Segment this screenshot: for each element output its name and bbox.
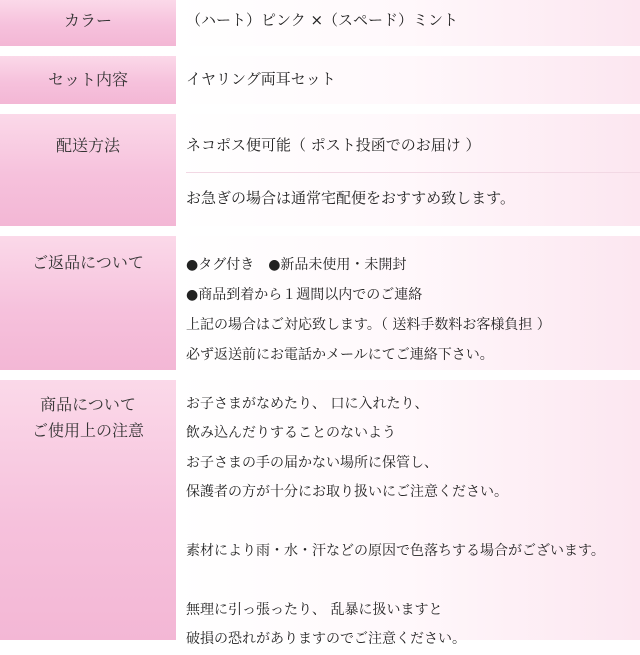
shipping-line-1: ネコポス便可能（ ポスト投函でのお届け ） [186,136,481,154]
returns-value [176,236,640,370]
set-label-text: セット内容 [47,70,128,89]
notes-label-line-1: 商品について [40,395,136,414]
color-value-text: （ハート）ピンク ×（スペード）ミント [186,11,459,29]
notes-line-4: 保護者の方が十分にお取り扱いにご注意ください。 [186,484,508,501]
returns-label-text: ご返品について [32,253,144,272]
notes-line-7 [186,566,640,595]
notes-line-2: 飲み込んだりすることのないよう [186,425,396,442]
color-label [0,0,176,46]
notes-line-9: 破損の恐れがありますのでご注意ください。 [186,631,466,648]
shipping-row [0,114,640,226]
returns-row [0,236,640,370]
shipping-label [0,114,176,226]
shipping-divider [186,172,640,173]
set-value-text: イヤリング両耳セット [186,70,336,88]
color-label-text: カラー [63,11,112,30]
notes-line-8: 無理に引っ張ったり、 乱暴に扱いますと [186,601,443,618]
shipping-label-text: 配送方法 [55,136,120,155]
notes-line-3: お子さまの手の届かない場所に保管し、 [186,454,438,471]
notes-row [0,380,640,648]
set-row [0,56,640,104]
returns-line-4: 必ず返送前にお電話かメールにてご連絡下さい。 [186,347,494,363]
shipping-value [176,114,640,226]
notes-line-1: お子さまがなめたり、 口に入れたり、 [186,396,429,412]
color-value [176,0,640,46]
notes-line-5 [186,508,640,537]
notes-value [176,380,640,648]
returns-line-3: 上記の場合はご対応致します。（ 送料手数料お客様負担 ） [186,317,551,333]
returns-line-2: ●商品到着から１週間以内でのご連絡 [186,287,423,303]
notes-label [0,380,176,640]
returns-line-1: ●タグ付き ●新品未使用・未開封 [186,257,407,273]
shipping-line-2: お急ぎの場合は通常宅配便をおすすめ致します。 [186,189,515,207]
notes-line-6: 素材により雨・水・汗などの原因で色落ちする場合がございます。 [186,543,605,560]
color-row [0,0,640,46]
notes-label-line-2: ご使用上の注意 [31,421,144,440]
returns-label [0,236,176,370]
set-value [176,56,640,104]
set-label [0,56,176,104]
